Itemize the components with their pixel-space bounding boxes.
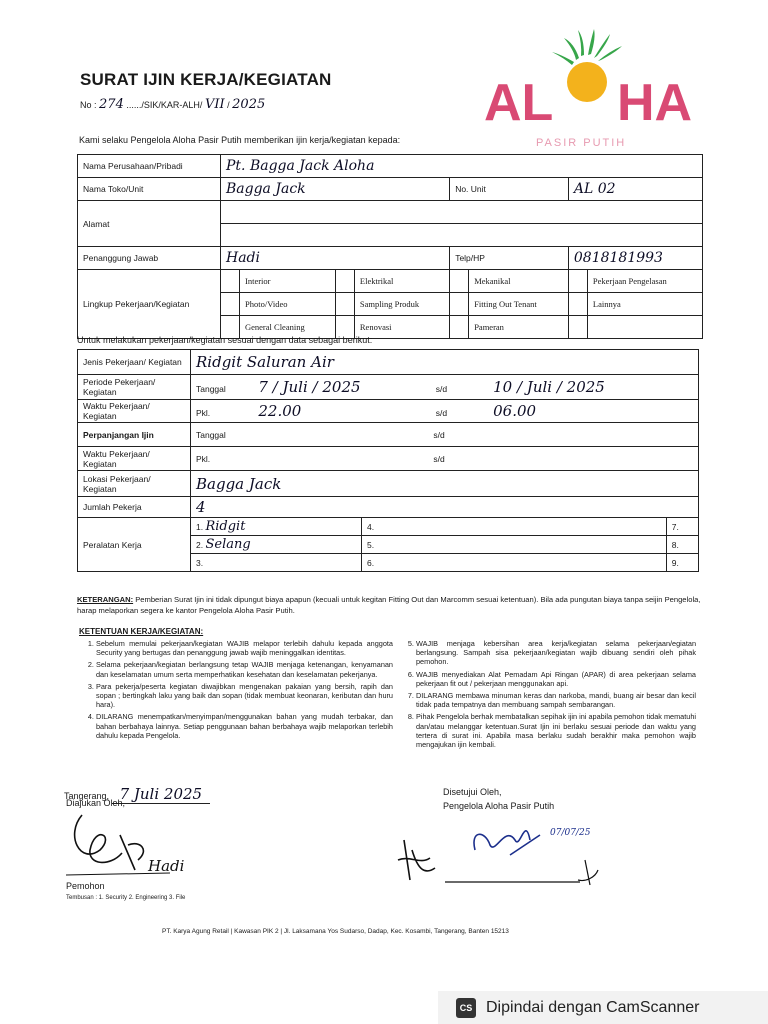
option-lainnya: Lainnya [587, 293, 702, 316]
doc-number-value: 274 [99, 97, 124, 112]
peralatan-9: 9. [671, 557, 679, 568]
checkbox-elektrikal [335, 270, 354, 293]
ketentuan-item-8: 8. Pihak Pengelola berhak membatalkan sepihak ijin ini apabila pemohon tidak mematuhi dan/atau melanggar ketentuan.Surat Ijin ini berlaku sesuai periode dan waktu yang tertera di surat ini. Apabila masa berlaku sudah berakhir maka pemohon wajib mengajukan ijin kembali. [416, 712, 696, 749]
peralatan-label: Peralatan Kerja [78, 518, 191, 572]
periode-from: 7 / Juli / 2025 [258, 378, 361, 396]
checkbox-sampling [335, 293, 354, 316]
keterangan-label: KETERANGAN: [77, 595, 134, 604]
pengelola-signature [390, 810, 620, 890]
ketentuan-item-6: 6. WAJIB menyediakan Alat Pemadam Api Ringan (APAR) di area pekerjaan selama pekerjaan fit out / pekerjaan menggunakan api. [416, 670, 696, 688]
option-empty [587, 316, 702, 339]
tembusan-text: Tembusan : 1. Security 2. Engineering 3. File [66, 895, 186, 901]
sun-icon [567, 62, 607, 102]
ketentuan-item-3: 3. Para pekerja/peserta kegiatan diwajibkan mengenakan pakaian yang bersih, rapih dan sopan ; bertingkah laku yang baik dan sopan (tidak membuat keonaran, keributan dan huru hara). [96, 682, 393, 710]
logo-subtitle: PASIR PUTIH [536, 137, 627, 149]
alamat-label: Alamat [78, 201, 221, 247]
diajukan-label: Diajukan Oleh, [66, 798, 126, 808]
option-renovasi: Renovasi [354, 316, 449, 339]
checkbox-lainnya [568, 293, 587, 316]
no-unit-value: AL 02 [573, 181, 616, 197]
peralatan-4: 4. [367, 521, 375, 532]
option-interior: Interior [240, 270, 336, 293]
alamat-line-1 [221, 201, 703, 224]
jenis-label: Jenis Pekerjaan/ Kegiatan [78, 350, 191, 375]
applicant-table [77, 154, 703, 339]
telp-value: 0818181993 [573, 250, 663, 266]
perpanjangan-label: Perpanjangan Ijin [78, 423, 191, 447]
logo-text-right: HA [617, 74, 693, 132]
option-photo: Photo/Video [240, 293, 336, 316]
sd-label-2: s/d [435, 408, 448, 418]
waktu-to: 06.00 [493, 402, 537, 420]
telp-label: Telp/HP [450, 247, 569, 270]
sd-label-4: s/d [433, 453, 445, 464]
pemohon-signature [60, 805, 200, 885]
work-details-table: Jenis Pekerjaan/ Kegiatan Ridgit Saluran Air Periode Pekerjaan/ Kegiatan Tanggal 7 / Juli / 2025 s/d 10 / Juli / 2025 Waktu Pekerjaan/ Kegiatan Pkl. 22.00 s/d 06.00 Perpanjangan Ijin Tanggal s/d Waktu Pekerjaan/ Kegiatan Pkl. s/d Lokasi Pekerjaan/ Kegiatan Bagga Jack Jumlah Pekerja 4 Peralatan Kerja 1. Ridgit 4. 7. 2. Selang 5. 8. 3. 6. 9. [77, 349, 699, 572]
checkbox-pengelasan [568, 270, 587, 293]
intro-text: Kami selaku Pengelola Aloha Pasir Putih memberikan ijin kerja/kegiatan kepada: [79, 135, 401, 145]
checkbox-fitting [450, 293, 469, 316]
peralatan-5: 5. [367, 539, 375, 550]
lokasi-label: Lokasi Pekerjaan/ Kegiatan [78, 471, 191, 497]
nama-toko-label: Nama Toko/Unit [78, 178, 221, 201]
periode-to: 10 / Juli / 2025 [493, 378, 605, 396]
place-date-value: 7 Juli 2025 [112, 785, 211, 804]
footer-address: PT. Karya Agung Retail | Kawasan PIK 2 | Jl. Laksamana Yos Sudarso, Dadap, Kec. Kosambi, Tangerang, Banten 15213 [162, 928, 509, 935]
ketentuan-item-4: 4. DILARANG menempatkan/menyimpan/menggunakan bahan yang mudah terbakar, dan bahan berbahaya lainnya. Setiap penggunaan bahan berbahaya wajib melaporkan terlebih dahulu kepada Pengelola. [96, 712, 393, 740]
pkl-label-2: Pkl. [196, 453, 211, 464]
option-pameran: Pameran [469, 316, 569, 339]
no-unit-label: No. Unit [450, 178, 569, 201]
sd-label-3: s/d [433, 429, 445, 440]
doc-month-value: VII [204, 97, 225, 112]
tanggal-label: Tanggal [196, 384, 226, 394]
sd-label: s/d [435, 384, 448, 394]
tanggal-label-2: Tanggal [196, 429, 226, 440]
pengelola-label: Pengelola Aloha Pasir Putih [443, 801, 555, 811]
ketentuan-item-2: 2. Selama pekerjaan/kegiatan berlangsung tetap WAJIB menjaga ketenangan, kenyamanan dan keselamatan umum serta memperhatikan kesehatan dan keselamatan pekerjanya. [96, 660, 393, 678]
pemohon-label: Pemohon [66, 881, 105, 891]
ketentuan-title: KETENTUAN KERJA/KEGIATAN: [79, 627, 204, 636]
periode-label: Periode Pekerjaan/ Kegiatan [78, 375, 191, 400]
lokasi-value: Bagga Jack [196, 474, 282, 493]
place-date: Tangerang, 7 Juli 2025 [64, 785, 210, 803]
ketentuan-right [398, 639, 696, 752]
checkbox-pameran [450, 316, 469, 339]
waktu-label: Waktu Pekerjaan/ Kegiatan [78, 400, 191, 423]
sign-date: 07/07/25 [550, 828, 591, 838]
disetujui-label: Disetujui Oleh, [443, 787, 502, 797]
keterangan-text [77, 594, 717, 616]
nama-perusahaan-value: Pt. Bagga Jack Aloha [226, 158, 375, 174]
jumlah-value: 4 [196, 498, 206, 516]
option-sampling: Sampling Produk [354, 293, 449, 316]
document-title: SURAT IJIN KERJA/KEGIATAN [80, 70, 332, 89]
jenis-value: Ridgit Saluran Air [196, 353, 334, 371]
ketentuan-item-7: 7. DILARANG membawa minuman keras dan narkoba, mandi, buang air besar dan kecil tidak pada tempatnya dan membuang sampah sembarangan. [416, 691, 696, 709]
peralatan-7: 7. [671, 521, 679, 532]
sun-rays-icon [552, 29, 622, 65]
aloha-logo [484, 28, 704, 153]
keterangan-body: Pemberian Surat Ijin ini tidak dipungut biaya apapun (kecuali untuk kegitan Fitting Out dan Marcomm sesuai ketentuan). Bila ada pungutan biaya tanpa seijin Pengelola, harap melaporkan segera ke kantor Pengelola Aloha Pasir Putih. [77, 595, 701, 615]
pemohon-name: Hadi [148, 857, 185, 875]
alamat-line-2 [221, 224, 703, 247]
penanggung-label: Penanggung Jawab [78, 247, 221, 270]
peralatan-8: 8. [671, 539, 679, 550]
peralatan-2: Selang [205, 537, 251, 552]
camscanner-text: Dipindai dengan CamScanner [486, 998, 700, 1016]
document-number: No : 274 ....../SIK/KAR-ALH/ VII / 2025 [80, 97, 266, 112]
ketentuan-left [78, 639, 393, 743]
mid-text: Untuk melakukan pekerjaan/kegiatan sesuai dengan data sebagai berikut: [77, 335, 373, 345]
peralatan-6: 6. [367, 557, 375, 568]
option-fitting: Fitting Out Tenant [469, 293, 569, 316]
camscanner-watermark [438, 991, 768, 1024]
nama-perusahaan-label: Nama Perusahaan/Pribadi [78, 155, 221, 178]
peralatan-3: 3. [196, 557, 204, 568]
option-mekanikal: Mekanikal [469, 270, 569, 293]
pkl-label: Pkl. [196, 408, 211, 418]
checkbox-empty [568, 316, 587, 339]
ketentuan-item-5: 5. WAJIB menjaga kebersihan area kerja/kegiatan selama pekerjaan/egiatan berlangsung. Sampah sisa pekerjaan/kegiatan wajib dibuang sendiri oleh pihak pemohon. [416, 639, 696, 667]
lingkup-label: Lingkup Pekerjaan/Kegiatan [78, 270, 221, 339]
checkbox-interior [221, 270, 240, 293]
ketentuan-item-1: 1. Sebelum memulai pekerjaan/kegiatan WAJIB melapor terlebih dahulu kepada anggota Security yang bertugas dan penanggung jawab wajib meninggalkan identitas. [96, 639, 393, 657]
jumlah-label: Jumlah Pekerja [78, 497, 191, 518]
checkbox-mekanikal [450, 270, 469, 293]
doc-year-value: 2025 [232, 97, 266, 112]
waktu-label-2: Waktu Pekerjaan/ Kegiatan [78, 447, 191, 471]
option-cleaning: General Cleaning [240, 316, 336, 339]
checkbox-photo [221, 293, 240, 316]
option-pengelasan: Pekerjaan Pengelasan [587, 270, 702, 293]
camscanner-icon: CS [456, 998, 476, 1018]
penanggung-value: Hadi [226, 250, 260, 266]
logo-text-left: AL [484, 74, 554, 132]
waktu-from: 22.00 [258, 402, 302, 420]
option-elektrikal: Elektrikal [354, 270, 449, 293]
peralatan-1: Ridgit [205, 519, 246, 534]
nama-toko-value: Bagga Jack [226, 181, 306, 197]
